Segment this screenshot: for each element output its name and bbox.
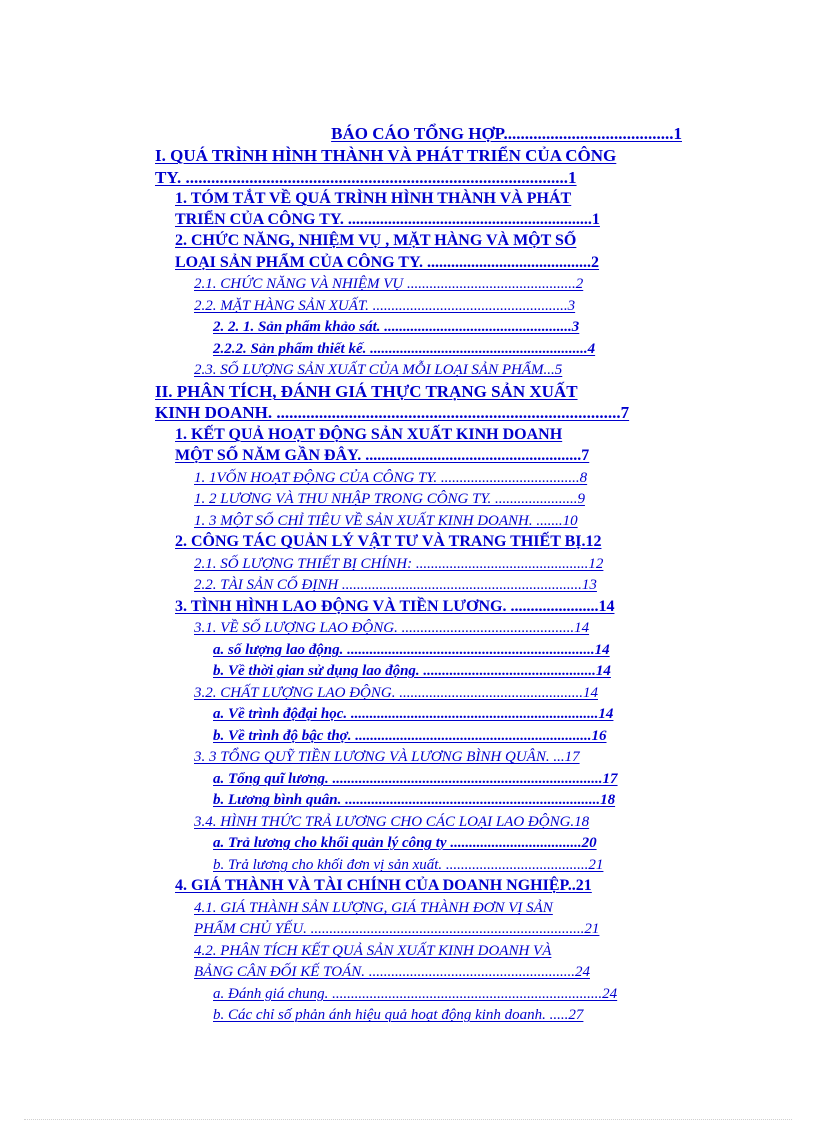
toc-entry-ii-3-2[interactable]: 3.2. CHẤT LƯỢNG LAO ĐỘNG. .................................................14: [194, 685, 598, 701]
toc-entry-ii-2[interactable]: 2. CÔNG TÁC QUẢN LÝ VẬT TƯ VÀ TRANG THIẾT BỊ.12: [175, 533, 602, 550]
toc-entry-ii-4-2[interactable]: 4.2. PHÂN TÍCH KẾT QUẢ SẢN XUẤT KINH DOANH VÀ: [194, 943, 552, 959]
toc-entry-ii-3-1-b[interactable]: b. Về thời gian sử dụng lao động. ..............................................14: [213, 663, 611, 679]
toc-entry-2-2-2[interactable]: 2.2.2. Sản phẩm thiết kế. ..........................................................4: [213, 341, 596, 357]
toc-entry-part-2-cont[interactable]: KINH DOANH. .................................................................................7: [155, 403, 630, 422]
toc-entry-part-2[interactable]: II. PHÂN TÍCH, ĐÁNH GIÁ THỰC TRẠNG SẢN XUẤT: [155, 382, 578, 401]
toc-entry-2-3[interactable]: 2.3. SỐ LƯỢNG SẢN XUẤT CỦA MỖI LOẠI SẢN PHẨM...5: [194, 362, 563, 378]
toc-entry-2-2[interactable]: 2.2. MẶT HÀNG SẢN XUẤT. ....................................................3: [194, 298, 576, 314]
toc-entry-ii-4-2-b[interactable]: b. Các chỉ số phản ánh hiệu quả hoạt động kinh doanh. .....27: [213, 1007, 584, 1023]
page-bottom-border: [24, 1119, 792, 1120]
toc-entry-part-1-cont[interactable]: TY. ..........................................................................................1: [155, 168, 577, 187]
toc-entry-1-2[interactable]: 2. CHỨC NĂNG, NHIỆM VỤ , MẶT HÀNG VÀ MỘT SỐ: [175, 232, 577, 249]
toc-entry-ii-2-2[interactable]: 2.2. TÀI SẢN CỐ ĐỊNH ................................................................13: [194, 577, 597, 593]
toc-entry-ii-3-4[interactable]: 3.4. HÌNH THỨC TRẢ LƯƠNG CHO CÁC LOẠI LAO ĐỘNG.18: [194, 814, 590, 830]
toc-entry-ii-3-3-b[interactable]: b. Lương bình quân. ....................................................................18: [213, 792, 616, 808]
toc-entry-ii-4-1-cont[interactable]: PHẨM CHỦ YẾU. .........................................................................21: [194, 921, 600, 937]
toc-entry-ii-3-3-a[interactable]: a. Tổng quĩ lương. ........................................................................17: [213, 771, 618, 787]
toc-entry-ii-3-4-a[interactable]: a. Trả lương cho khối quản lý công ty ...................................20: [213, 835, 597, 851]
toc-entry-1-1-cont[interactable]: TRIỂN CỦA CÔNG TY. .............................................................1: [175, 211, 600, 228]
toc-entry-ii-3-1[interactable]: 3.1. VỀ SỐ LƯỢNG LAO ĐỘNG. ..............................................14: [194, 620, 590, 636]
toc-entry-ii-3[interactable]: 3. TÌNH HÌNH LAO ĐỘNG VÀ TIỀN LƯƠNG. ......................14: [175, 598, 615, 615]
toc-entry-ii-2-1[interactable]: 2.1. SỐ LƯỢNG THIẾT BỊ CHÍNH: ..............................................12: [194, 556, 604, 572]
toc-entry-ii-4[interactable]: 4. GIÁ THÀNH VÀ TÀI CHÍNH CỦA DOANH NGHIỆP..21: [175, 877, 592, 894]
toc-entry-2-1[interactable]: 2.1. CHỨC NĂNG VÀ NHIỆM VỤ .............................................2: [194, 276, 584, 292]
toc-entry-2-2-1[interactable]: 2. 2. 1. Sản phẩm khảo sát. ..................................................3: [213, 319, 580, 335]
toc-entry-report-title[interactable]: BÁO CÁO TỔNG HỢP........................................1: [331, 124, 682, 143]
toc-entry-ii-1-1[interactable]: 1. 1VỐN HOẠT ĐỘNG CỦA CÔNG TY. .....................................8: [194, 470, 588, 486]
toc-entry-ii-4-2-cont[interactable]: BẢNG CÂN ĐỐI KẾ TOÁN. .......................................................24: [194, 964, 590, 980]
toc-entry-ii-4-1[interactable]: 4.1. GIÁ THÀNH SẢN LƯỢNG, GIÁ THÀNH ĐƠN VỊ SẢN: [194, 900, 553, 916]
toc-entry-ii-3-4-b[interactable]: b. Trả lương cho khối đơn vị sản xuất. ......................................21: [213, 857, 604, 873]
toc-entry-ii-1[interactable]: 1. KẾT QUẢ HOẠT ĐỘNG SẢN XUẤT KINH DOANH: [175, 426, 563, 443]
toc-entry-part-1[interactable]: I. QUÁ TRÌNH HÌNH THÀNH VÀ PHÁT TRIỂN CỦA CÔNG: [155, 146, 617, 165]
toc-entry-ii-1-3[interactable]: 1. 3 MỘT SỐ CHỈ TIÊU VỀ SẢN XUẤT KINH DOANH. .......10: [194, 513, 578, 529]
toc-entry-ii-1-cont[interactable]: MỘT SỐ NĂM GẦN ĐÂY. ......................................................7: [175, 447, 590, 464]
toc-entry-ii-3-3[interactable]: 3. 3 TỔNG QUỸ TIỀN LƯƠNG VÀ LƯƠNG BÌNH QUÂN. ...17: [194, 749, 580, 765]
toc-entry-ii-3-2-b[interactable]: b. Về trình độ bậc thợ. ...............................................................16: [213, 728, 607, 744]
toc-entry-ii-4-2-a[interactable]: a. Đánh giá chung. ........................................................................24: [213, 986, 618, 1002]
toc-entry-ii-3-2-a[interactable]: a. Về trình độđại học. ..................................................................14: [213, 706, 614, 722]
toc-entry-1-1[interactable]: 1. TÓM TẮT VỀ QUÁ TRÌNH HÌNH THÀNH VÀ PHÁT: [175, 190, 572, 207]
toc-entry-ii-3-1-a[interactable]: a. số lượng lao động. ..................................................................14: [213, 642, 610, 658]
toc-entry-ii-1-2[interactable]: 1. 2 LƯƠNG VÀ THU NHẬP TRONG CÔNG TY. ......................9: [194, 491, 585, 507]
toc-entry-1-2-cont[interactable]: LOẠI SẢN PHẨM CỦA CÔNG TY. .........................................2: [175, 254, 600, 271]
